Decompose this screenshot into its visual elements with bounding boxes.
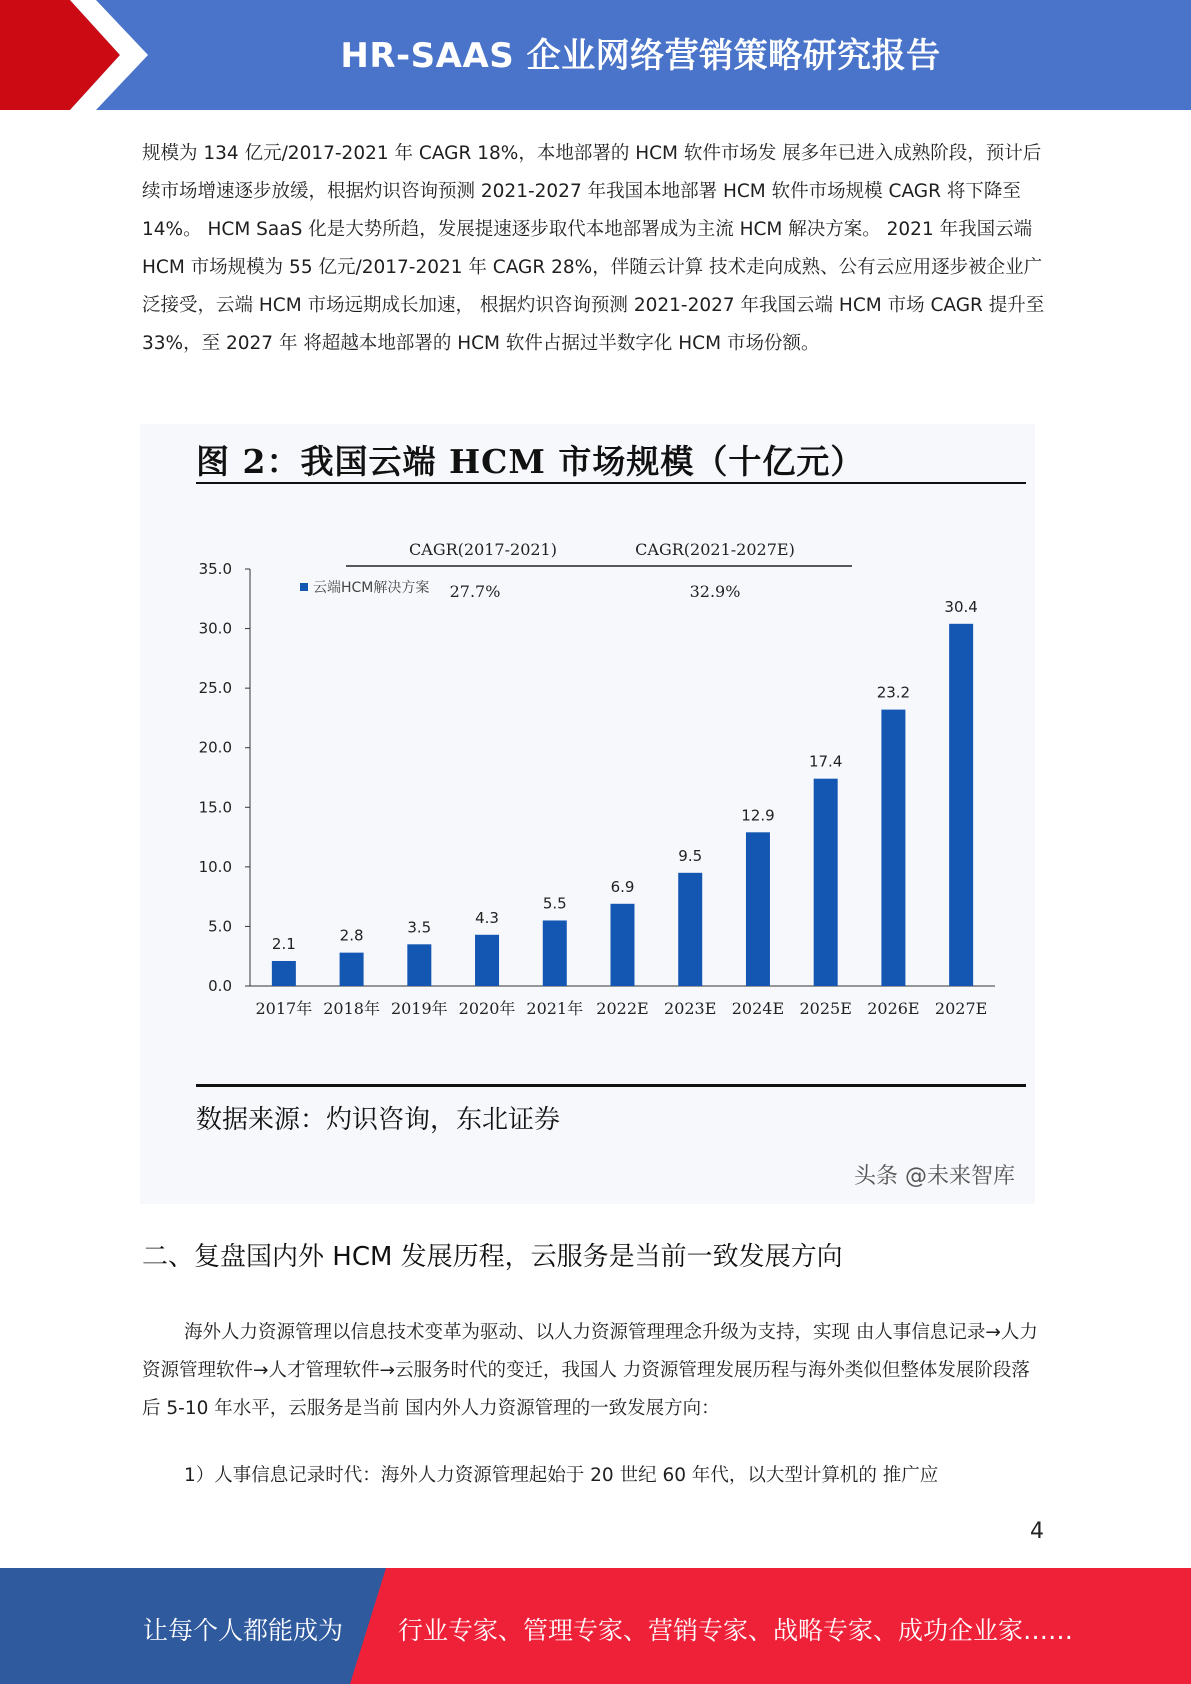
bar [746,832,770,986]
legend-swatch [300,583,308,591]
y-tick-label: 5.0 [208,917,232,936]
bar [881,710,905,986]
figure [140,424,1035,1204]
x-tick-label: 2027E [934,999,988,1018]
data-label: 6.9 [610,877,635,896]
bar-chart [140,484,1035,1084]
bar [543,920,567,986]
figure-source: 数据来源：灼识咨询，东北证券 [196,1105,561,1135]
x-tick-label: 2017年 [255,999,313,1018]
x-tick-label: 2019年 [390,999,448,1018]
x-tick-label: 2023E [664,999,717,1018]
cagr-label: CAGR(2021-2027E) [635,540,795,559]
x-tick-label: 2018年 [323,999,380,1018]
data-label: 12.9 [741,806,775,825]
legend-label: 云端HCM解决方案 [313,580,430,596]
bar [340,953,364,986]
bar [678,873,702,986]
page-number: 4 [1030,1519,1044,1544]
bar [475,935,499,986]
bar [949,624,973,986]
page-header [0,0,1191,110]
cagr-value: 32.9% [689,582,741,601]
list-item-1: 1）人事信息记录时代：海外人力资源管理起始于 20 世纪 60 年代，以大型计算机的 推广应 [184,1465,939,1486]
bar [407,944,431,986]
data-label: 4.3 [475,908,499,927]
y-tick-label: 10.0 [198,857,232,876]
bar [611,904,635,986]
x-tick-label: 2020年 [458,999,516,1018]
bar [272,961,296,986]
bar [814,779,838,986]
data-label: 5.5 [542,894,567,913]
figure-watermark: 头条 @未来智库 [854,1164,1015,1189]
cagr-label: CAGR(2017-2021) [409,540,557,559]
section-title: 二、复盘国内外 HCM 发展历程，云服务是当前一致发展方向 [142,1242,843,1272]
x-tick-label: 2026E [867,999,920,1018]
data-label: 9.5 [678,846,703,865]
y-tick-label: 0.0 [208,977,232,995]
header-title: HR-SAAS 企业网络营销策略研究报告 [340,36,941,76]
data-label: 2.1 [271,934,296,953]
figure-title: 图 2：我国云端 HCM 市场规模（十亿元） [196,442,865,481]
data-label: 2.8 [339,926,364,945]
footer-right-text: 行业专家、管理专家、营销专家、战略专家、成功企业家…… [398,1616,1074,1645]
x-tick-label: 2022E [596,999,649,1018]
footer-left-text: 让每个人都能成为 [143,1616,344,1645]
data-label: 17.4 [808,752,843,771]
intro-paragraph: 规模为 134 亿元/2017-2021 年 CAGR 18%，本地部署的 HCM 软件市场发 展多年已进入成熟阶段，预计后续市场增速逐步放缓，根据灼识咨询预测 2021-2027 年我国本地部署 HCM 软件市场规模 CAGR 将下降至 14%。 HCM SaaS 化是大势所趋，发展提速逐步取代本地部署成为主流 HCM 解决方案。 2021 年我国云端 HCM 市场规模为 55 亿元/2017-2021 年 CAGR 28%，伴随云计算 技术走向成熟、公有云应用逐步被企业广泛接受，云端 HCM 市场远期成长加速， 根据灼识咨询预测 2021-2027 年我国云端 HCM 市场 CAGR 提升至 33%，至 2027 年 将超越本地部署的 HCM 软件占据过半数字化 HCM 市场份额。 [142,143,1045,354]
data-label: 30.4 [944,597,978,616]
y-tick-label: 35.0 [198,560,232,578]
y-tick-label: 15.0 [198,798,232,817]
y-tick-label: 20.0 [198,738,232,757]
x-tick-label: 2024E [731,999,785,1018]
figure-bottom-rule [196,1084,1026,1087]
section-paragraph: 海外人力资源管理以信息技术变革为驱动、以人力资源管理理念升级为支持，实现 由人事信息记录→人力资源管理软件→人才管理软件→云服务时代的变迁，我国人 力资源管理发展历程与海外类似但整体发展阶段落后 5-10 年水平，云服务是当前 国内外人力资源管理的一致发展方向： [142,1322,1038,1419]
data-label: 3.5 [407,918,432,937]
y-tick-label: 30.0 [198,619,232,638]
page-footer [0,1568,1191,1684]
cagr-value: 27.7% [449,582,501,601]
x-tick-label: 2025E [799,999,852,1018]
x-tick-label: 2021年 [526,999,584,1018]
data-label: 23.2 [876,683,911,702]
y-tick-label: 25.0 [198,679,232,698]
